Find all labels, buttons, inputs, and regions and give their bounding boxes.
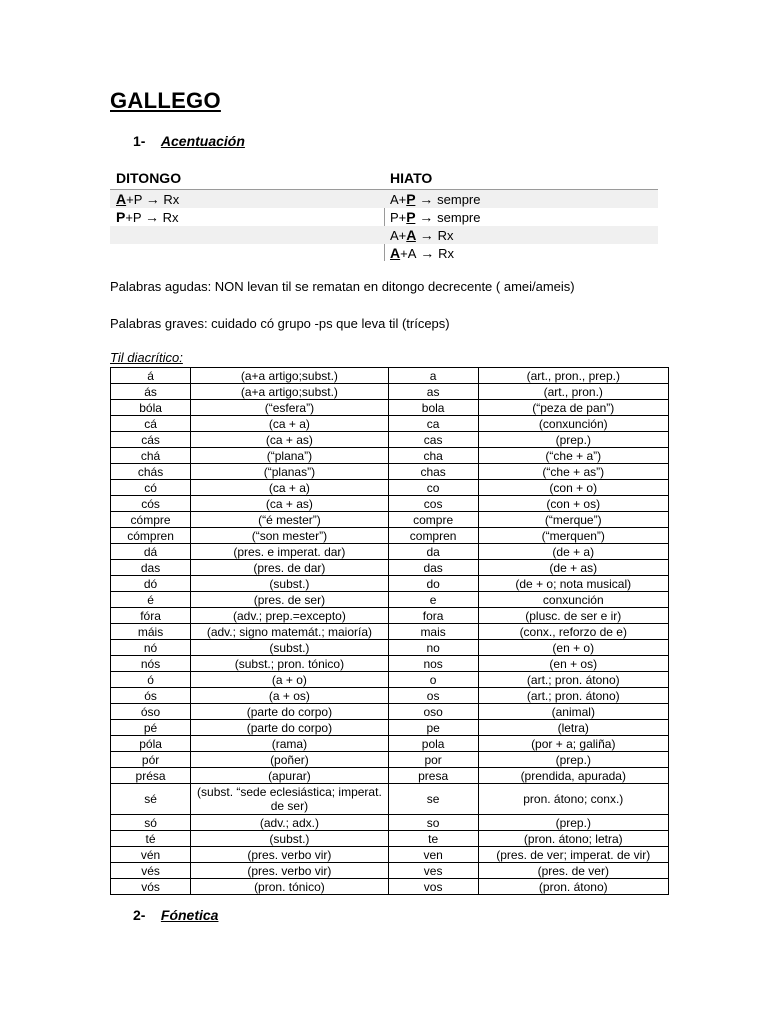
accented-word-cell: chá	[111, 448, 191, 464]
ditongo-hiato-header	[110, 168, 658, 190]
table-row	[111, 720, 669, 736]
ditongo-hiato-row	[110, 190, 658, 208]
accented-meaning-cell: (a + os)	[191, 688, 389, 704]
accented-meaning-cell: (pron. tónico)	[191, 879, 389, 895]
accented-word-cell: óso	[111, 704, 191, 720]
plain-meaning-cell: (prep.)	[478, 752, 668, 768]
accented-meaning-cell: (ca + a)	[191, 416, 389, 432]
accented-word-cell: có	[111, 480, 191, 496]
table-row	[111, 592, 669, 608]
table-row	[111, 528, 669, 544]
hiato-rule: P+P → sempre	[390, 209, 481, 225]
plain-word-cell: e	[388, 592, 478, 608]
accented-word-cell: chás	[111, 464, 191, 480]
accented-word-cell: cós	[111, 496, 191, 512]
ditongo-header: DITONGO	[116, 170, 182, 186]
table-row	[111, 384, 669, 400]
accented-word-cell: póla	[111, 736, 191, 752]
plain-meaning-cell: (en + os)	[478, 656, 668, 672]
accented-meaning-cell: (subst.)	[191, 576, 389, 592]
plain-meaning-cell: (animal)	[478, 704, 668, 720]
accented-word-cell: dá	[111, 544, 191, 560]
plain-meaning-cell: (letra)	[478, 720, 668, 736]
plain-word-cell: te	[388, 831, 478, 847]
accented-word-cell: cá	[111, 416, 191, 432]
hiato-rule: A+P → sempre	[390, 191, 481, 207]
accented-word-cell: ó	[111, 672, 191, 688]
plain-meaning-cell: (“merque”)	[478, 512, 668, 528]
table-row	[111, 624, 669, 640]
accented-meaning-cell: (a+a artigo;subst.)	[191, 368, 389, 384]
plain-meaning-cell: (pres. de ver)	[478, 863, 668, 879]
accented-word-cell: ás	[111, 384, 191, 400]
page-title: GALLEGO	[110, 88, 221, 113]
table-row	[111, 480, 669, 496]
accented-word-cell: cás	[111, 432, 191, 448]
plain-meaning-cell: (pres. de ver; imperat. de vir)	[478, 847, 668, 863]
plain-word-cell: cos	[388, 496, 478, 512]
plain-word-cell: compren	[388, 528, 478, 544]
accented-meaning-cell: (a + o)	[191, 672, 389, 688]
table-row	[111, 815, 669, 831]
table-row	[111, 640, 669, 656]
accented-word-cell: présa	[111, 768, 191, 784]
plain-meaning-cell: (de + as)	[478, 560, 668, 576]
plain-meaning-cell: conxunción	[478, 592, 668, 608]
section-heading-acentuacion	[133, 133, 245, 149]
plain-word-cell: nos	[388, 656, 478, 672]
accented-meaning-cell: (subst. “sede eclesiástica; imperat. de ser)	[191, 784, 389, 815]
table-row	[111, 879, 669, 895]
accented-word-cell: cómpren	[111, 528, 191, 544]
table-row	[111, 368, 669, 384]
plain-word-cell: no	[388, 640, 478, 656]
plain-meaning-cell: (“merquen”)	[478, 528, 668, 544]
accented-meaning-cell: (ca + as)	[191, 496, 389, 512]
ditongo-hiato-table	[110, 168, 658, 262]
plain-word-cell: oso	[388, 704, 478, 720]
plain-meaning-cell: (conx., reforzo de e)	[478, 624, 668, 640]
plain-meaning-cell: (por + a; galiña)	[478, 736, 668, 752]
table-row	[111, 672, 669, 688]
table-row	[111, 656, 669, 672]
plain-word-cell: vos	[388, 879, 478, 895]
section-number: 2-	[133, 907, 146, 923]
plain-word-cell: so	[388, 815, 478, 831]
plain-word-cell: pe	[388, 720, 478, 736]
accented-meaning-cell: (ca + as)	[191, 432, 389, 448]
accented-word-cell: é	[111, 592, 191, 608]
table-row	[111, 400, 669, 416]
hiato-rule: A+A → Rx	[390, 245, 455, 261]
plain-word-cell: presa	[388, 768, 478, 784]
plain-meaning-cell: (en + o)	[478, 640, 668, 656]
accented-word-cell: nós	[111, 656, 191, 672]
accented-meaning-cell: (pres. de dar)	[191, 560, 389, 576]
plain-word-cell: cha	[388, 448, 478, 464]
plain-word-cell: fora	[388, 608, 478, 624]
paragraph-agudas: Palabras agudas: NON levan til se rematan en ditongo decrecente ( amei/ameis)	[110, 279, 575, 294]
plain-meaning-cell: (“peza de pan”)	[478, 400, 668, 416]
plain-word-cell: chas	[388, 464, 478, 480]
table-row	[111, 784, 669, 815]
plain-word-cell: por	[388, 752, 478, 768]
plain-meaning-cell: (prep.)	[478, 815, 668, 831]
table-row	[111, 560, 669, 576]
ditongo-hiato-row	[110, 244, 658, 262]
accented-word-cell: vós	[111, 879, 191, 895]
table-row	[111, 704, 669, 720]
accented-meaning-cell: (pres. e imperat. dar)	[191, 544, 389, 560]
plain-word-cell: ca	[388, 416, 478, 432]
plain-word-cell: ves	[388, 863, 478, 879]
plain-word-cell: os	[388, 688, 478, 704]
accented-word-cell: pé	[111, 720, 191, 736]
accented-word-cell: sé	[111, 784, 191, 815]
accented-meaning-cell: (adv.; prep.=excepto)	[191, 608, 389, 624]
til-diacritico-caption: Til diacrítico:	[110, 350, 183, 365]
accented-meaning-cell: (ca + a)	[191, 480, 389, 496]
table-row	[111, 432, 669, 448]
accented-meaning-cell: (“é mester”)	[191, 512, 389, 528]
plain-meaning-cell: (prendida, apurada)	[478, 768, 668, 784]
plain-word-cell: o	[388, 672, 478, 688]
plain-meaning-cell: (prep.)	[478, 432, 668, 448]
accented-meaning-cell: (subst.)	[191, 831, 389, 847]
table-row	[111, 464, 669, 480]
ditongo-hiato-row	[110, 226, 658, 244]
table-row	[111, 688, 669, 704]
paragraph-graves: Palabras graves: cuidado có grupo -ps que leva til (tríceps)	[110, 316, 450, 331]
accented-meaning-cell: (subst.; pron. tónico)	[191, 656, 389, 672]
accented-word-cell: té	[111, 831, 191, 847]
table-row	[111, 736, 669, 752]
accented-meaning-cell: (“son mester”)	[191, 528, 389, 544]
accented-word-cell: pór	[111, 752, 191, 768]
accented-word-cell: só	[111, 815, 191, 831]
plain-word-cell: co	[388, 480, 478, 496]
accented-meaning-cell: (“esfera”)	[191, 400, 389, 416]
accented-meaning-cell: (“planas”)	[191, 464, 389, 480]
plain-meaning-cell: (art., pron., prep.)	[478, 368, 668, 384]
accented-meaning-cell: (pres. verbo vir)	[191, 847, 389, 863]
accented-word-cell: dó	[111, 576, 191, 592]
plain-meaning-cell: pron. átono; conx.)	[478, 784, 668, 815]
plain-word-cell: se	[388, 784, 478, 815]
ditongo-rule: A+P → Rx	[116, 191, 180, 207]
plain-meaning-cell: (de + o; nota musical)	[478, 576, 668, 592]
accented-word-cell: bóla	[111, 400, 191, 416]
accented-word-cell: ós	[111, 688, 191, 704]
plain-word-cell: cas	[388, 432, 478, 448]
table-row	[111, 416, 669, 432]
accented-word-cell: das	[111, 560, 191, 576]
plain-meaning-cell: (de + a)	[478, 544, 668, 560]
plain-meaning-cell: (con + os)	[478, 496, 668, 512]
plain-word-cell: compre	[388, 512, 478, 528]
accented-meaning-cell: (pres. de ser)	[191, 592, 389, 608]
plain-word-cell: pola	[388, 736, 478, 752]
table-row	[111, 496, 669, 512]
plain-word-cell: a	[388, 368, 478, 384]
table-row	[111, 448, 669, 464]
plain-meaning-cell: (“che + a”)	[478, 448, 668, 464]
hiato-rule: A+A → Rx	[390, 227, 454, 243]
plain-meaning-cell: (pron. átono)	[478, 879, 668, 895]
accented-word-cell: nó	[111, 640, 191, 656]
plain-word-cell: mais	[388, 624, 478, 640]
accented-meaning-cell: (poñer)	[191, 752, 389, 768]
plain-word-cell: ven	[388, 847, 478, 863]
accented-meaning-cell: (parte do corpo)	[191, 704, 389, 720]
section-heading-fonetica	[133, 907, 218, 923]
table-row	[111, 752, 669, 768]
accented-word-cell: vén	[111, 847, 191, 863]
plain-meaning-cell: (art.; pron. átono)	[478, 672, 668, 688]
accented-meaning-cell: (a+a artigo;subst.)	[191, 384, 389, 400]
accented-meaning-cell: (pres. verbo vir)	[191, 863, 389, 879]
table-row	[111, 768, 669, 784]
accented-word-cell: máis	[111, 624, 191, 640]
accented-meaning-cell: (rama)	[191, 736, 389, 752]
plain-meaning-cell: (“che + as”)	[478, 464, 668, 480]
table-row	[111, 847, 669, 863]
accented-word-cell: á	[111, 368, 191, 384]
accented-word-cell: cómpre	[111, 512, 191, 528]
accented-meaning-cell: (apurar)	[191, 768, 389, 784]
table-row	[111, 576, 669, 592]
plain-meaning-cell: (art.; pron. átono)	[478, 688, 668, 704]
til-diacritico-table	[110, 367, 669, 895]
accented-word-cell: fóra	[111, 608, 191, 624]
plain-word-cell: bola	[388, 400, 478, 416]
section-number: 1-	[133, 133, 146, 149]
accented-meaning-cell: (adv.; signo matemát.; maioría)	[191, 624, 389, 640]
accented-meaning-cell: (“plana”)	[191, 448, 389, 464]
hiato-header: HIATO	[390, 170, 433, 186]
plain-word-cell: do	[388, 576, 478, 592]
accented-meaning-cell: (adv.; adx.)	[191, 815, 389, 831]
section-label: Fónetica	[160, 907, 219, 923]
plain-word-cell: as	[388, 384, 478, 400]
plain-meaning-cell: (art., pron.)	[478, 384, 668, 400]
accented-meaning-cell: (subst.)	[191, 640, 389, 656]
plain-meaning-cell: (plusc. de ser e ir)	[478, 608, 668, 624]
accented-word-cell: vés	[111, 863, 191, 879]
table-row	[111, 544, 669, 560]
plain-word-cell: das	[388, 560, 478, 576]
plain-meaning-cell: (conxunción)	[478, 416, 668, 432]
accented-meaning-cell: (parte do corpo)	[191, 720, 389, 736]
table-row	[111, 608, 669, 624]
table-row	[111, 863, 669, 879]
section-label: Acentuación	[160, 133, 245, 149]
plain-word-cell: da	[388, 544, 478, 560]
ditongo-hiato-row	[110, 208, 658, 226]
plain-meaning-cell: (pron. átono; letra)	[478, 831, 668, 847]
table-row	[111, 831, 669, 847]
ditongo-rule: P+P → Rx	[116, 209, 179, 225]
plain-meaning-cell: (con + o)	[478, 480, 668, 496]
table-row	[111, 512, 669, 528]
